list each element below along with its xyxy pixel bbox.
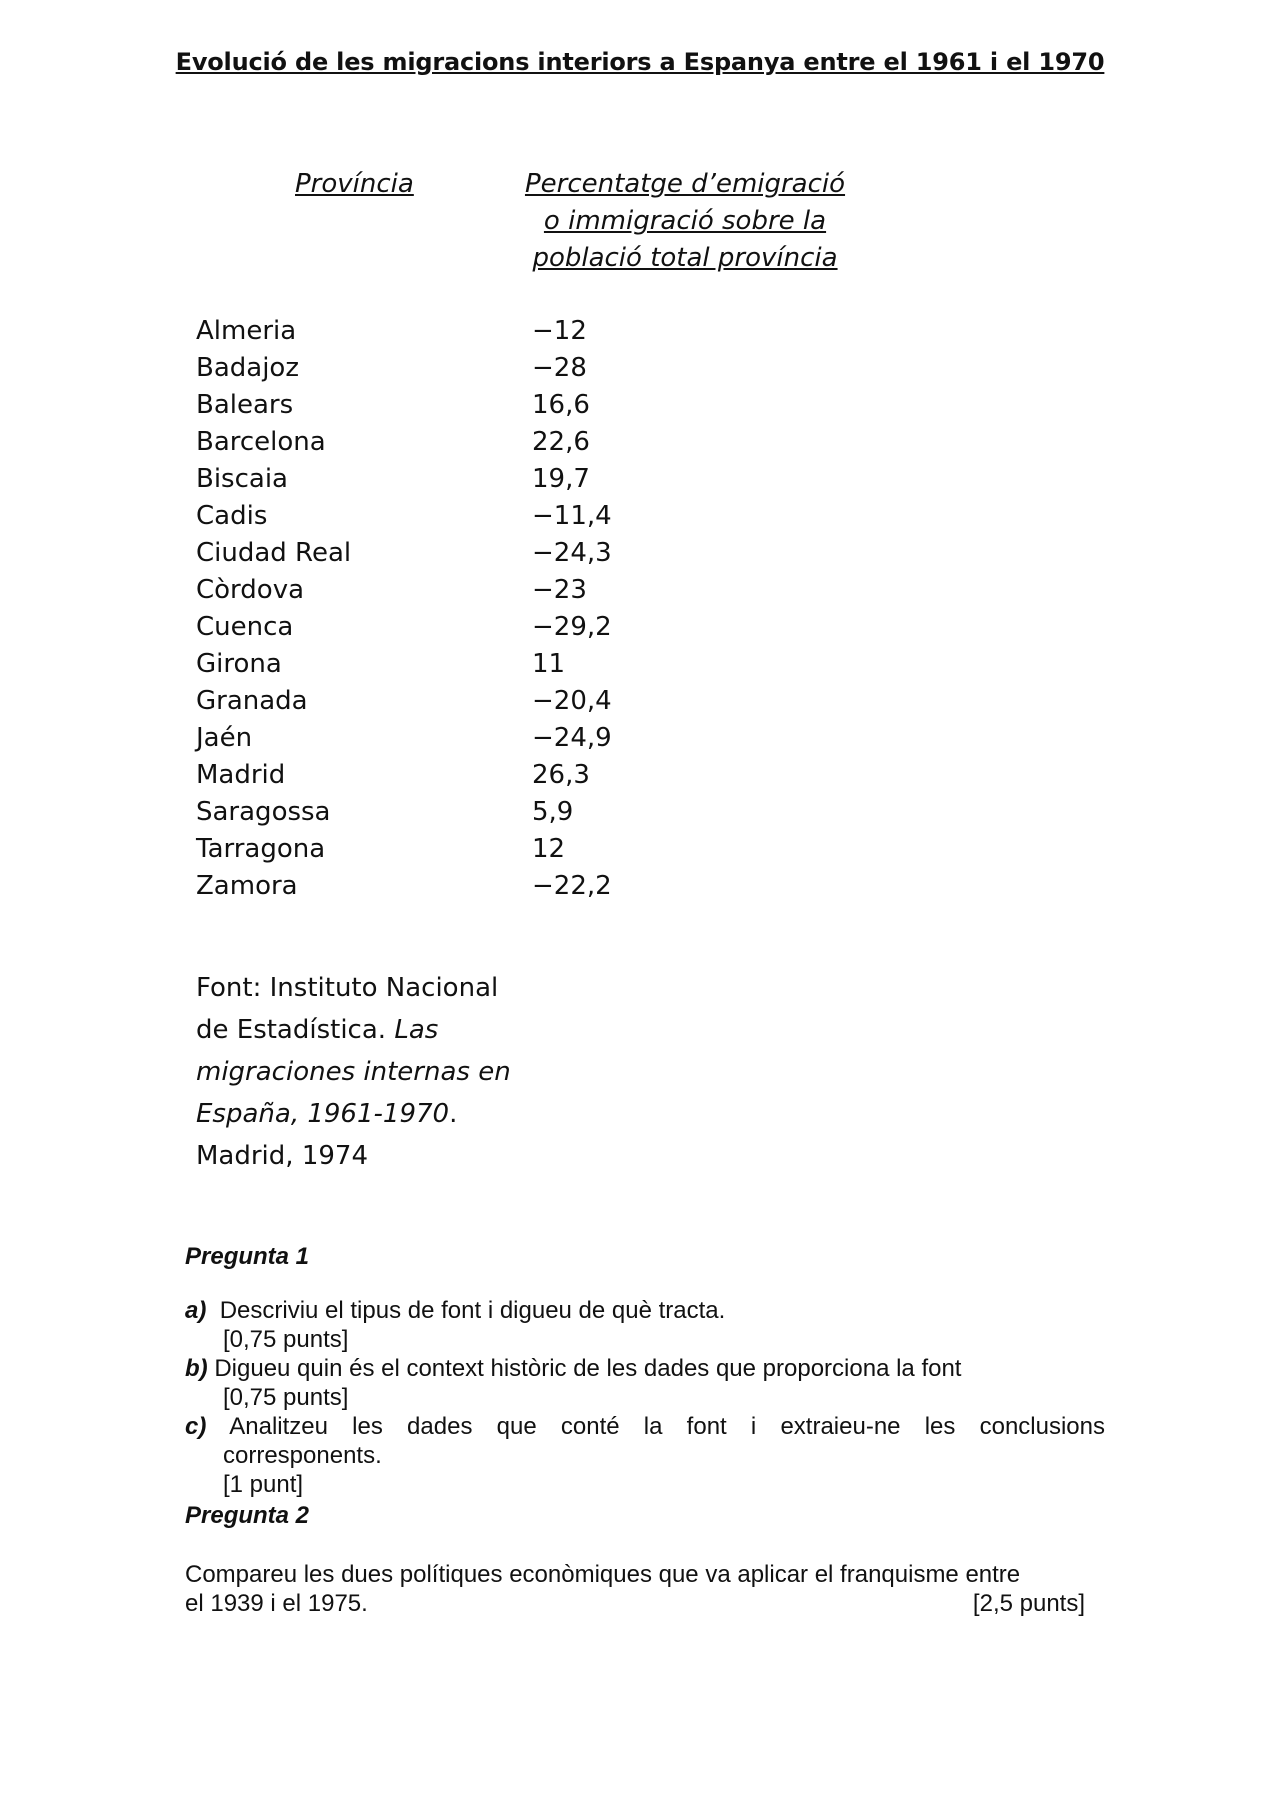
province-value: −28 xyxy=(532,353,587,383)
province-name: Cuenca xyxy=(196,612,294,642)
province-value: 12 xyxy=(532,834,566,864)
province-value: 5,9 xyxy=(532,797,574,827)
table-row xyxy=(196,498,696,535)
source-line: Font: Instituto Nacional xyxy=(196,973,499,1003)
province-name: Almeria xyxy=(196,316,297,346)
province-value: 11 xyxy=(532,649,566,679)
table-row xyxy=(196,609,696,646)
province-name: Ciudad Real xyxy=(196,538,352,568)
province-name: Granada xyxy=(196,686,308,716)
item-points: [0,75 punts] xyxy=(223,1326,349,1353)
table-row xyxy=(196,387,696,424)
province-value: −24,9 xyxy=(532,723,612,753)
column-header-percentage-line: o immigració sobre la xyxy=(543,206,827,236)
table-row xyxy=(196,757,696,794)
source-line: migraciones internas en xyxy=(196,1057,511,1087)
column-header-percentage xyxy=(500,166,870,277)
item-points: [0,75 punts] xyxy=(223,1384,349,1411)
item-text: Digueu quin és el context històric de les dades que proporciona la font xyxy=(214,1355,962,1382)
item-text-line: c) Analitzeu les dades que conté la font i extraieu-ne les conclusions xyxy=(185,1413,1106,1440)
province-name: Saragossa xyxy=(196,797,331,827)
province-name: Cadis xyxy=(196,501,268,531)
migration-table xyxy=(196,313,696,905)
province-value: −11,4 xyxy=(532,501,612,531)
table-row xyxy=(196,424,696,461)
question-item-b xyxy=(185,1354,1105,1412)
province-name: Badajoz xyxy=(196,353,299,383)
province-name: Tarragona xyxy=(196,834,326,864)
question-2-points: [2,5 punts] xyxy=(972,1590,1085,1617)
province-name: Girona xyxy=(196,649,282,679)
province-value: −24,3 xyxy=(532,538,612,568)
province-value: −12 xyxy=(532,316,587,346)
source-citation xyxy=(196,967,526,1177)
question-item-c xyxy=(185,1412,1105,1499)
table-row xyxy=(196,572,696,609)
table-row xyxy=(196,350,696,387)
document-title: Evolució de les migracions interiors a Espanya entre el 1961 i el 1970 xyxy=(175,48,1105,76)
item-text: Descriviu el tipus de font i digueu de què tracta. xyxy=(219,1297,726,1324)
item-points: [1 punt] xyxy=(223,1471,304,1498)
question-item-a xyxy=(185,1296,1105,1354)
province-value: −23 xyxy=(532,575,587,605)
column-header-percentage-line: població total província xyxy=(532,243,838,273)
province-value: −20,4 xyxy=(532,686,612,716)
province-name: Madrid xyxy=(196,760,286,790)
province-value: 26,3 xyxy=(532,760,590,790)
province-name: Zamora xyxy=(196,871,298,901)
table-row xyxy=(196,461,696,498)
province-name: Biscaia xyxy=(196,464,288,494)
item-label: c) xyxy=(185,1413,207,1440)
table-row xyxy=(196,868,696,905)
question-2-heading: Pregunta 2 xyxy=(185,1502,310,1529)
province-value: 16,6 xyxy=(532,390,590,420)
item-label: a) xyxy=(185,1297,207,1324)
column-header-province: Província xyxy=(295,169,414,199)
source-line: Madrid, 1974 xyxy=(196,1141,368,1171)
column-header-percentage-line: Percentatge d’emigració xyxy=(524,169,846,199)
source-line: de Estadística. Las xyxy=(196,1015,439,1045)
province-value: −22,2 xyxy=(532,871,612,901)
province-name: Còrdova xyxy=(196,575,305,605)
province-name: Barcelona xyxy=(196,427,326,457)
question-2-line: el 1939 i el 1975. [2,5 punts] xyxy=(185,1590,1085,1617)
province-name: Balears xyxy=(196,390,294,420)
table-row xyxy=(196,720,696,757)
province-value: 22,6 xyxy=(532,427,590,457)
province-value: −29,2 xyxy=(532,612,612,642)
province-name: Jaén xyxy=(196,723,253,753)
table-row xyxy=(196,313,696,350)
table-row xyxy=(196,794,696,831)
table-row xyxy=(196,831,696,868)
item-text-line: corresponents. xyxy=(223,1442,382,1469)
province-value: 19,7 xyxy=(532,464,590,494)
question-2-text xyxy=(185,1560,1085,1618)
table-row xyxy=(196,646,696,683)
question-2-line: Compareu les dues polítiques econòmiques que va aplicar el franquisme entre xyxy=(185,1561,1021,1588)
table-row xyxy=(196,535,696,572)
question-1-items xyxy=(185,1296,1105,1499)
source-line: España, 1961-1970. xyxy=(196,1099,458,1129)
item-label: b) xyxy=(185,1355,208,1382)
question-1-heading: Pregunta 1 xyxy=(185,1243,310,1270)
table-row xyxy=(196,683,696,720)
